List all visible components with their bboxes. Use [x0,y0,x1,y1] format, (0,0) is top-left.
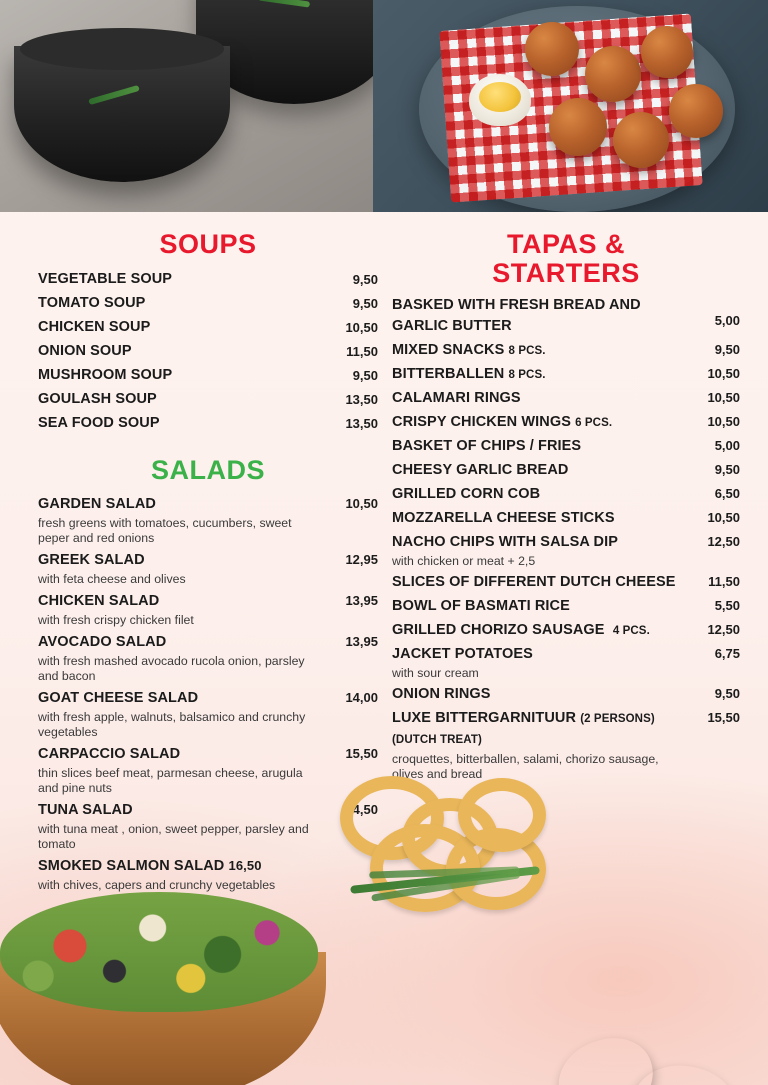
item-name: CARPACCIO SALAD [38,746,181,763]
item-price: 6,50 [714,486,740,502]
item-description: with fresh apple, walnuts, balsamico and crunchy vegetables [38,710,306,740]
item-name-text: GRILLED CHORIZO SAUSAGE [392,622,605,639]
item-name: SEA FOOD SOUP [38,414,160,431]
item-description: with chicken or meat + 2,5 [392,554,536,569]
menu-item-garden-salad [38,494,378,546]
item-price: 9,50 [352,271,378,287]
greek-salad-photo [0,872,340,1085]
item-description: with chives, capers and crunchy vegetables [38,878,276,893]
item-inline-price: 16,50 [228,858,262,874]
item-price: 13,50 [345,391,378,407]
item-price: 13,50 [345,415,378,431]
item-name-text: SMOKED SALMON SALAD [38,858,225,875]
item-name: SLICES OF DIFFERENT DUTCH CHEESE [392,574,676,591]
item-name: GRILLED CORN COB [392,486,541,503]
menu-item-tomato-soup [38,293,378,314]
item-name: CHICKEN SALAD [38,593,160,610]
menu-item-mozzarella-cheese-sticks [392,508,740,529]
item-name: GOULASH SOUP [38,390,157,407]
menu-item-basket-of-chips [392,436,740,457]
item-name: GREEK SALAD [38,552,145,569]
item-name: VEGETABLE SOUP [38,270,173,287]
item-quantity: 6 PCS. [575,417,613,430]
item-price: 15,50 [345,746,378,762]
menu-item-onion-rings [392,684,740,705]
item-name [392,364,688,385]
item-price: 5,00 [714,313,740,329]
menu-item-goulash-soup [38,389,378,410]
onion-ring [458,778,546,852]
item-price: 13,95 [345,593,378,609]
menu-item-grilled-corn-cob [392,484,740,505]
item-name: BOWL OF BASMATI RICE [392,598,570,615]
item-price: 15,50 [707,710,740,726]
menu-item-crispy-chicken-wings [392,412,740,433]
menu-item-nacho-chips [392,532,740,569]
menu-content [0,212,768,1085]
item-price: 5,00 [714,438,740,454]
menu-item-calamari-rings [392,388,740,409]
section-title-line-2: STARTERS [492,257,640,288]
menu-item-cheesy-garlic-bread [392,460,740,481]
item-price: 12,95 [345,552,378,568]
item-name: AVOCADO SALAD [38,634,167,651]
left-column [38,230,378,897]
item-price: 10,50 [707,390,740,406]
item-name: CHICKEN SOUP [38,318,151,335]
item-description: with fresh mashed avocado rucola onion, parsley and bacon [38,654,305,684]
salad-contents [0,892,318,1012]
soups-list [38,269,378,434]
item-name: TOMATO SOUP [38,294,146,311]
soup-bowl-front [14,46,230,182]
item-name [392,620,688,641]
item-name: CALAMARI RINGS [392,390,521,407]
item-description: croquettes, bitterballen, salami, chorizo sausage, olives and bread [392,751,659,781]
item-price: 14,00 [345,690,378,706]
item-description: with feta cheese and olives [38,572,186,587]
menu-item-jacket-potatoes [392,644,740,681]
section-title-soups: SOUPS [159,229,257,259]
menu-item-greek-salad [38,550,378,587]
item-name: CHEESY GARLIC BREAD [392,462,569,479]
item-name: TUNA SALAD [38,802,133,819]
menu-item-basmati-rice [392,596,740,617]
bitterbal [669,84,723,138]
item-name-text: LUXE BITTERGARNITUUR [392,710,577,727]
item-name [392,340,688,361]
item-name: JACKET POTATOES [392,646,533,663]
item-name: GARDEN SALAD [38,496,157,513]
section-title-salads: SALADS [150,454,265,485]
bitterbal [549,98,607,156]
item-price: 13,95 [345,634,378,650]
menu-item-goat-cheese-salad [38,688,378,740]
menu-item-avocado-salad [38,632,378,684]
bitterbal [525,22,579,76]
tapas-list [392,295,740,781]
item-price: 6,75 [714,646,740,662]
item-name-text: MIXED SNACKS [392,342,505,359]
item-price: 10,50 [707,366,740,382]
menu-item-carpaccio-salad [38,744,378,796]
menu-item-chicken-soup [38,317,378,338]
item-price: 14,50 [345,802,378,818]
item-name: ONION RINGS [392,686,491,703]
menu-item-mushroom-soup [38,365,378,386]
onion-rings-photo [330,772,560,912]
menu-item-mixed-snacks [392,340,740,361]
menu-item-luxe-bittergarnituur [392,708,740,781]
item-quantity: 8 PCS. [508,345,546,358]
bitterbal [641,26,693,78]
item-description: with fresh crispy chicken filet [38,613,194,628]
top-photo-band [0,0,768,212]
item-price: 11,50 [708,574,740,590]
item-name [392,412,688,433]
tomato-soup-photo [0,0,373,212]
item-price: 10,50 [345,319,378,335]
item-description: thin slices beef meat, parmesan cheese, arugula and pine nuts [38,766,303,796]
item-quantity: 4 PCS. [612,625,650,638]
item-quantity: (2 PERSONS) (DUTCH TREAT) [392,713,655,747]
item-name: NACHO CHIPS WITH SALSA DIP [392,534,619,551]
item-name-text: CRISPY CHICKEN WINGS [392,414,571,431]
item-price: 9,50 [352,295,378,311]
item-price: 9,50 [714,462,740,478]
menu-item-grilled-chorizo-sausage [392,620,740,641]
right-column [392,230,740,785]
menu-item-sea-food-soup [38,413,378,434]
menu-item-onion-soup [38,341,378,362]
item-price: 11,50 [346,343,378,359]
item-price: 10,50 [707,414,740,430]
fried-chicken-photo [548,1040,758,1085]
item-price: 9,50 [352,367,378,383]
bitterbal [585,46,641,102]
item-name [392,708,688,750]
item-name: BASKET OF CHIPS / FRIES [392,438,582,455]
section-title-line-1: TAPAS & [507,229,625,259]
menu-item-vegetable-soup [38,269,378,290]
item-price: 5,50 [714,598,740,614]
item-price: 10,50 [707,510,740,526]
menu-item-bitterballen [392,364,740,385]
item-name-text: BITTERBALLEN [392,366,505,383]
menu-item-dutch-cheese-slices [392,572,740,593]
item-name: GOAT CHEESE SALAD [38,690,199,707]
bitterballen-photo [373,0,768,212]
item-quantity: 8 PCS. [508,369,546,382]
menu-item-bread-basket [392,295,740,337]
item-name: ONION SOUP [38,342,132,359]
menu-item-tuna-salad [38,800,378,852]
item-price: 10,50 [345,496,378,512]
item-name: MOZZARELLA CHEESE STICKS [392,510,615,527]
salads-block [38,456,378,894]
item-price: 12,50 [707,622,740,638]
item-name: BASKED WITH FRESH BREAD AND GARLIC BUTTER [392,297,641,335]
item-description: with sour cream [392,666,479,681]
item-description: with tuna meat , onion, sweet pepper, parsley and tomato [38,822,309,852]
menu-item-chicken-salad [38,591,378,628]
item-price: 9,50 [714,342,740,358]
item-description: fresh greens with tomatoes, cucumbers, sweet peper and red onions [38,516,292,546]
item-price: 12,50 [707,534,740,550]
bitterbal [613,112,669,168]
section-title-tapas-starters [392,230,740,287]
item-name: MUSHROOM SOUP [38,366,173,383]
item-price: 9,50 [714,686,740,702]
